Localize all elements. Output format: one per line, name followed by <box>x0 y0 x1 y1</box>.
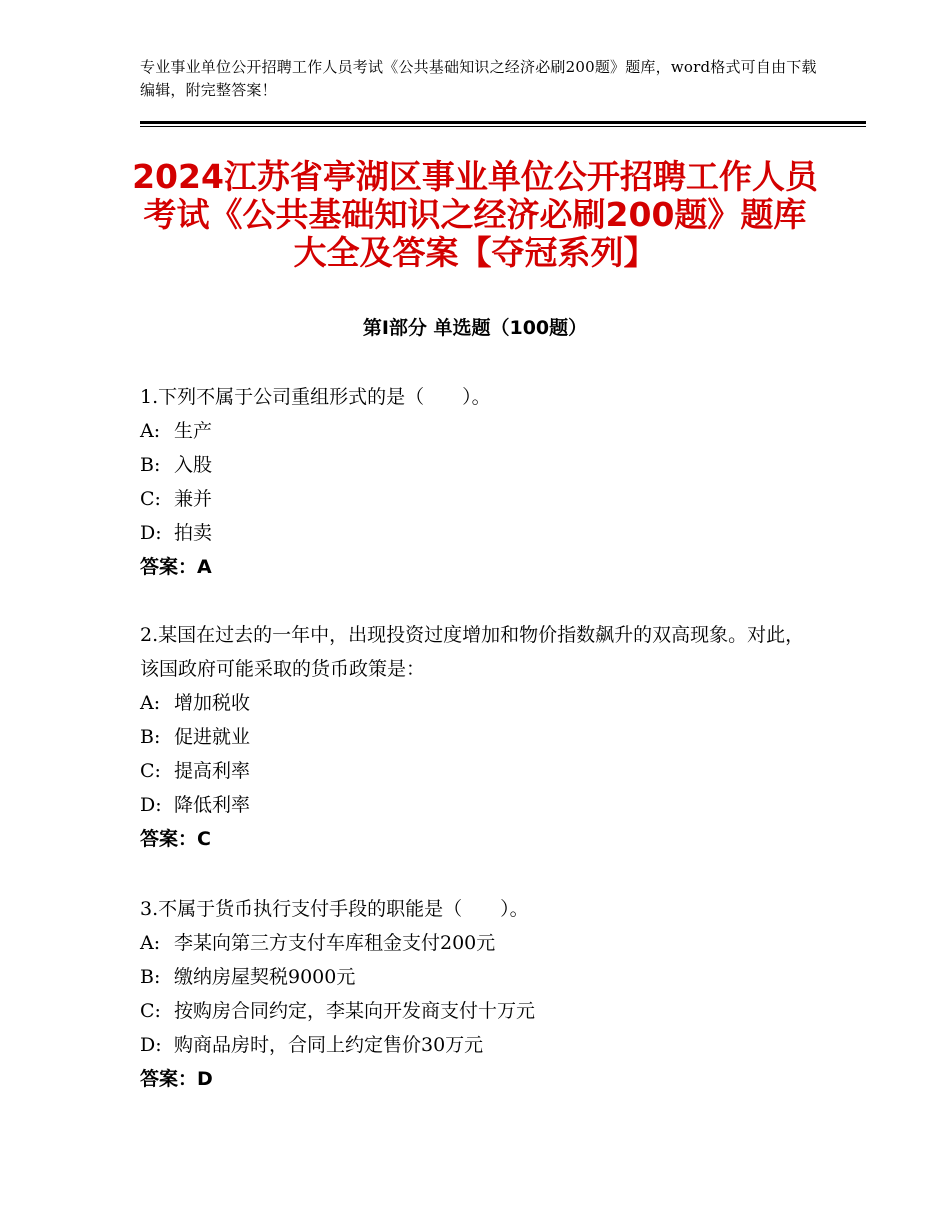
option-text: 入股 <box>174 454 213 476</box>
header-divider-thick <box>140 121 866 124</box>
question-stem: 1.下列不属于公司重组形式的是（ ）。 <box>140 386 491 408</box>
option-letter: C: <box>140 1000 161 1022</box>
answer-line: 答案：D <box>140 1068 213 1090</box>
option-letter: A: <box>140 420 161 442</box>
option-letter: D: <box>140 522 162 544</box>
header-note: 专业事业单位公开招聘工作人员考试《公共基础知识之经济必刷200题》题库，word格式可自由下载编辑，附完整答案！ <box>140 58 817 99</box>
option-letter: B: <box>140 966 161 988</box>
option-text: 按购房合同约定，李某向开发商支付十万元 <box>174 1000 536 1022</box>
option-letter: D: <box>140 794 162 816</box>
option-text: 拍卖 <box>174 522 213 544</box>
question-1 <box>140 380 820 584</box>
option-letter: B: <box>140 454 161 476</box>
option-a <box>140 414 820 448</box>
answer-line: 答案：C <box>140 828 211 850</box>
option-b <box>140 960 820 994</box>
question-2 <box>140 618 820 856</box>
option-letter: C: <box>140 760 161 782</box>
option-d <box>140 788 820 822</box>
option-letter: D: <box>140 1034 162 1056</box>
question-stem: 3.不属于货币执行支付手段的职能是（ ）。 <box>140 898 529 920</box>
option-text: 兼并 <box>174 488 213 510</box>
option-text: 生产 <box>174 420 213 442</box>
option-text: 促进就业 <box>174 726 251 748</box>
option-b <box>140 720 820 754</box>
answer-line: 答案：A <box>140 556 212 578</box>
section-heading: 第Ⅰ部分 单选题（100题） <box>362 317 588 339</box>
option-letter: B: <box>140 726 161 748</box>
option-c <box>140 482 820 516</box>
header-divider-thin <box>140 126 866 127</box>
option-d <box>140 1028 820 1062</box>
option-text: 增加税收 <box>174 692 251 714</box>
option-c <box>140 754 820 788</box>
option-b <box>140 448 820 482</box>
document-title: 2024江苏省亭湖区事业单位公开招聘工作人员考试《公共基础知识之经济必刷200题》题库大全及答案【夺冠系列】 <box>132 157 818 272</box>
option-a <box>140 926 820 960</box>
option-a <box>140 686 820 720</box>
option-text: 降低利率 <box>174 794 251 816</box>
question-3 <box>140 892 820 1096</box>
question-stem: 2.某国在过去的一年中，出现投资过度增加和物价指数飙升的双高现象。对此，该国政府可能采取的货币政策是： <box>140 624 805 680</box>
option-c <box>140 994 820 1028</box>
option-text: 李某向第三方支付车库租金支付200元 <box>174 932 496 954</box>
option-letter: A: <box>140 692 161 714</box>
option-text: 缴纳房屋契税9000元 <box>174 966 356 988</box>
option-text: 购商品房时，合同上约定售价30万元 <box>174 1034 484 1056</box>
option-text: 提高利率 <box>174 760 251 782</box>
option-letter: A: <box>140 932 161 954</box>
option-d <box>140 516 820 550</box>
option-letter: C: <box>140 488 161 510</box>
